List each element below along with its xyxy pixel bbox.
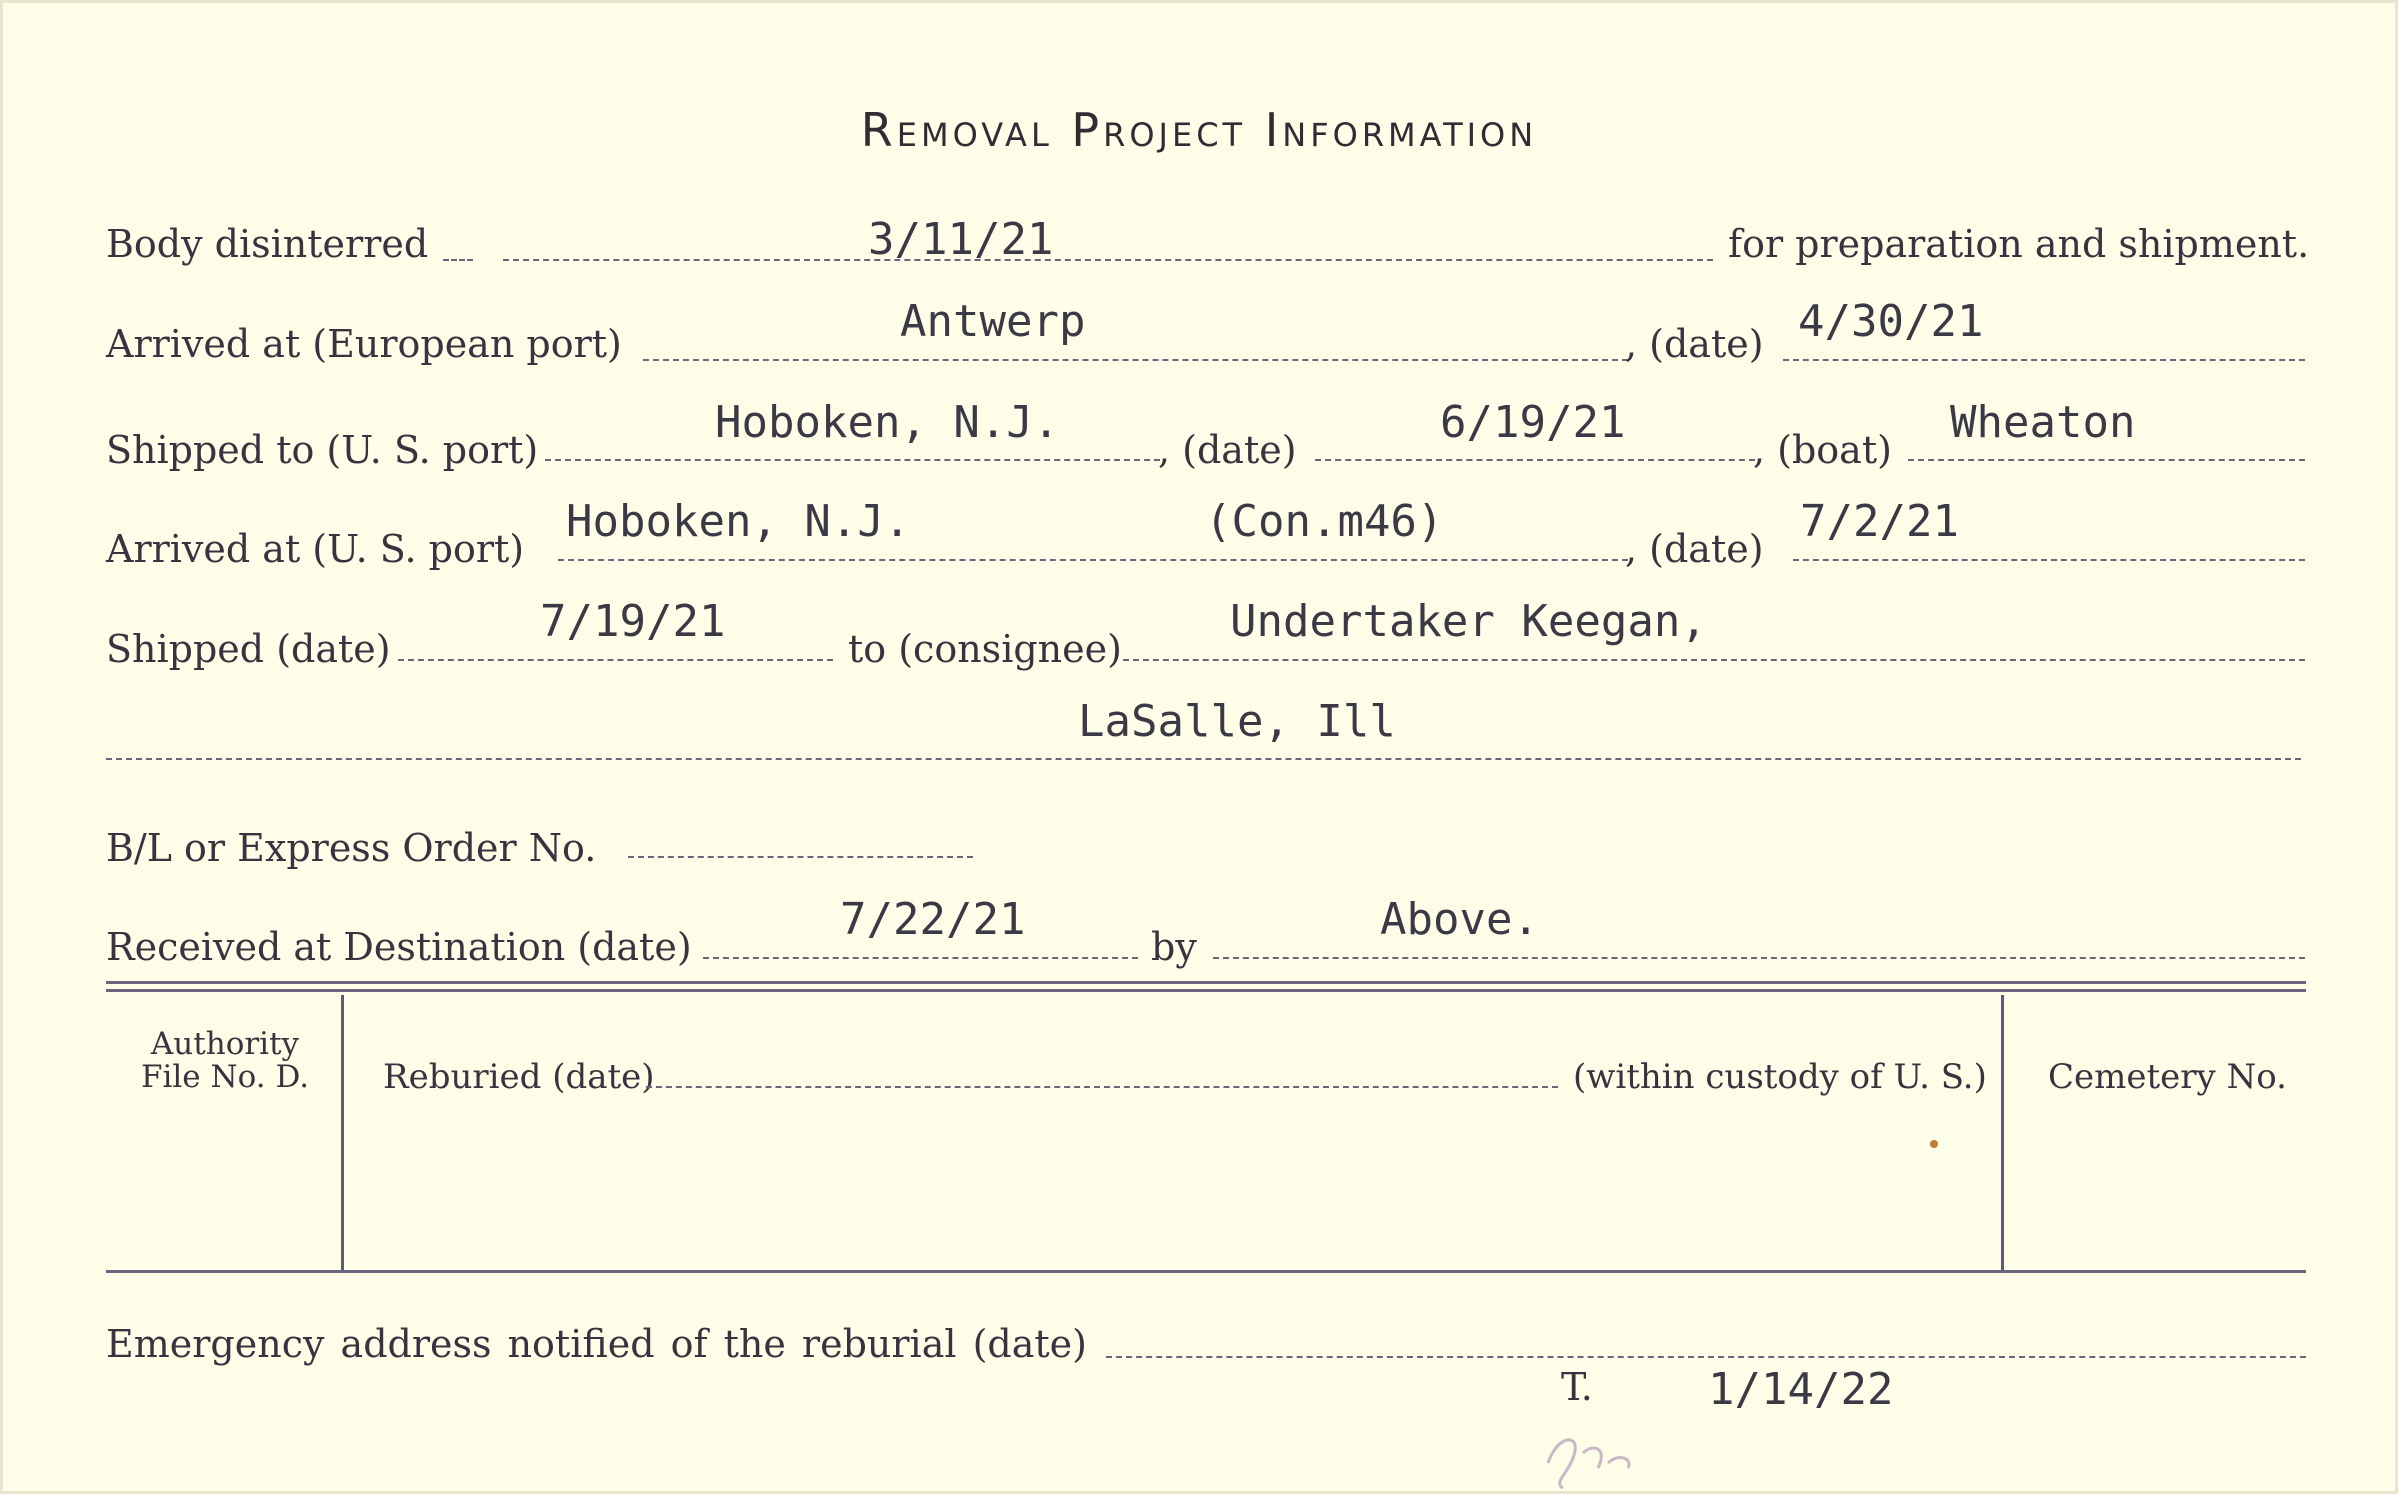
consignee: Undertaker Keegan, — [1230, 596, 1707, 647]
arrived-european-port-line — [643, 359, 1628, 361]
received-by: Above. — [1380, 894, 1539, 945]
reburied-line — [646, 1086, 1558, 1088]
table-top-rule-2 — [106, 989, 2306, 992]
reburied-label: Reburied (date) — [383, 1057, 655, 1097]
arrived-european-date: 4/30/21 — [1798, 296, 1984, 347]
consignee-line-2 — [106, 758, 2301, 760]
shipped-us-date: 6/19/21 — [1440, 397, 1626, 448]
received-label: Received at Destination (date) — [106, 925, 692, 969]
emergency-label: Emergency address notified of the reburial (date) — [106, 1322, 1087, 1366]
shipped-us-boat: Wheaton — [1950, 397, 2136, 448]
arrived-european-date-label: , (date) — [1625, 322, 1764, 366]
consignee-line — [1123, 659, 2305, 661]
shipped-us-boat-label: , (boat) — [1753, 428, 1892, 472]
shipped-us-date-label: , (date) — [1158, 428, 1297, 472]
arrived-european-port: Antwerp — [900, 296, 1086, 347]
authority-label — [125, 1028, 325, 1093]
shipped-us-port-line — [545, 459, 1160, 461]
form-title: Removal Project Information — [860, 103, 1538, 157]
arrived-us-date: 7/2/21 — [1800, 496, 1959, 547]
emergency-date: 1/14/22 — [1708, 1364, 1894, 1415]
arrived-european-label: Arrived at (European port) — [106, 322, 622, 366]
body-disinterred-line — [503, 259, 1713, 261]
ink-spot — [1930, 1140, 1938, 1148]
emergency-line — [1106, 1356, 2306, 1358]
arrived-us-port: Hoboken, N.J. — [566, 496, 911, 547]
authority-label-line-2: File No. D. — [140, 1058, 310, 1095]
cemetery-label: Cemetery No. — [2048, 1057, 2287, 1097]
arrived-us-date-label: , (date) — [1625, 527, 1764, 571]
shipped-us-date-line — [1315, 459, 1755, 461]
body-disinterred-suffix: for preparation and shipment. — [1728, 222, 2310, 266]
shipped-date: 7/19/21 — [540, 596, 726, 647]
leader-line — [443, 259, 473, 261]
emergency-initial: T. — [1561, 1365, 1593, 1409]
custody-label: (within custody of U. S.) — [1573, 1057, 1987, 1097]
authority-label-line-1: Authority — [150, 1026, 300, 1062]
arrived-us-port-line — [558, 559, 1628, 561]
body-disinterred-date: 3/11/21 — [868, 214, 1054, 265]
bl-order-label: B/L or Express Order No. — [106, 826, 597, 870]
arrived-us-label: Arrived at (U. S. port) — [106, 527, 525, 571]
shipped-us-boat-line — [1908, 459, 2305, 461]
table-bottom-rule — [106, 1270, 2306, 1273]
table-divider-right — [2001, 995, 2004, 1270]
pencil-scribble — [1538, 1423, 1658, 1493]
shipped-us-label: Shipped to (U. S. port) — [106, 428, 539, 472]
received-by-label: by — [1151, 925, 1197, 969]
arrived-european-date-line — [1783, 359, 2305, 361]
arrived-us-date-line — [1793, 559, 2305, 561]
table-top-rule — [106, 981, 2306, 984]
body-disinterred-label: Body disinterred — [106, 222, 429, 266]
shipped-date-label: Shipped (date) — [106, 627, 391, 671]
received-by-line — [1213, 957, 2305, 959]
shipped-us-port: Hoboken, N.J. — [715, 397, 1060, 448]
arrived-us-note: (Con.m46) — [1205, 496, 1444, 547]
received-date-line — [703, 957, 1138, 959]
table-divider-left — [341, 995, 344, 1270]
consignee-line-2-text: LaSalle, Ill — [1078, 696, 1396, 747]
shipped-date-line — [398, 659, 833, 661]
received-date: 7/22/21 — [840, 894, 1026, 945]
consignee-label: to (consignee) — [848, 627, 1122, 671]
bl-order-line — [628, 856, 973, 858]
